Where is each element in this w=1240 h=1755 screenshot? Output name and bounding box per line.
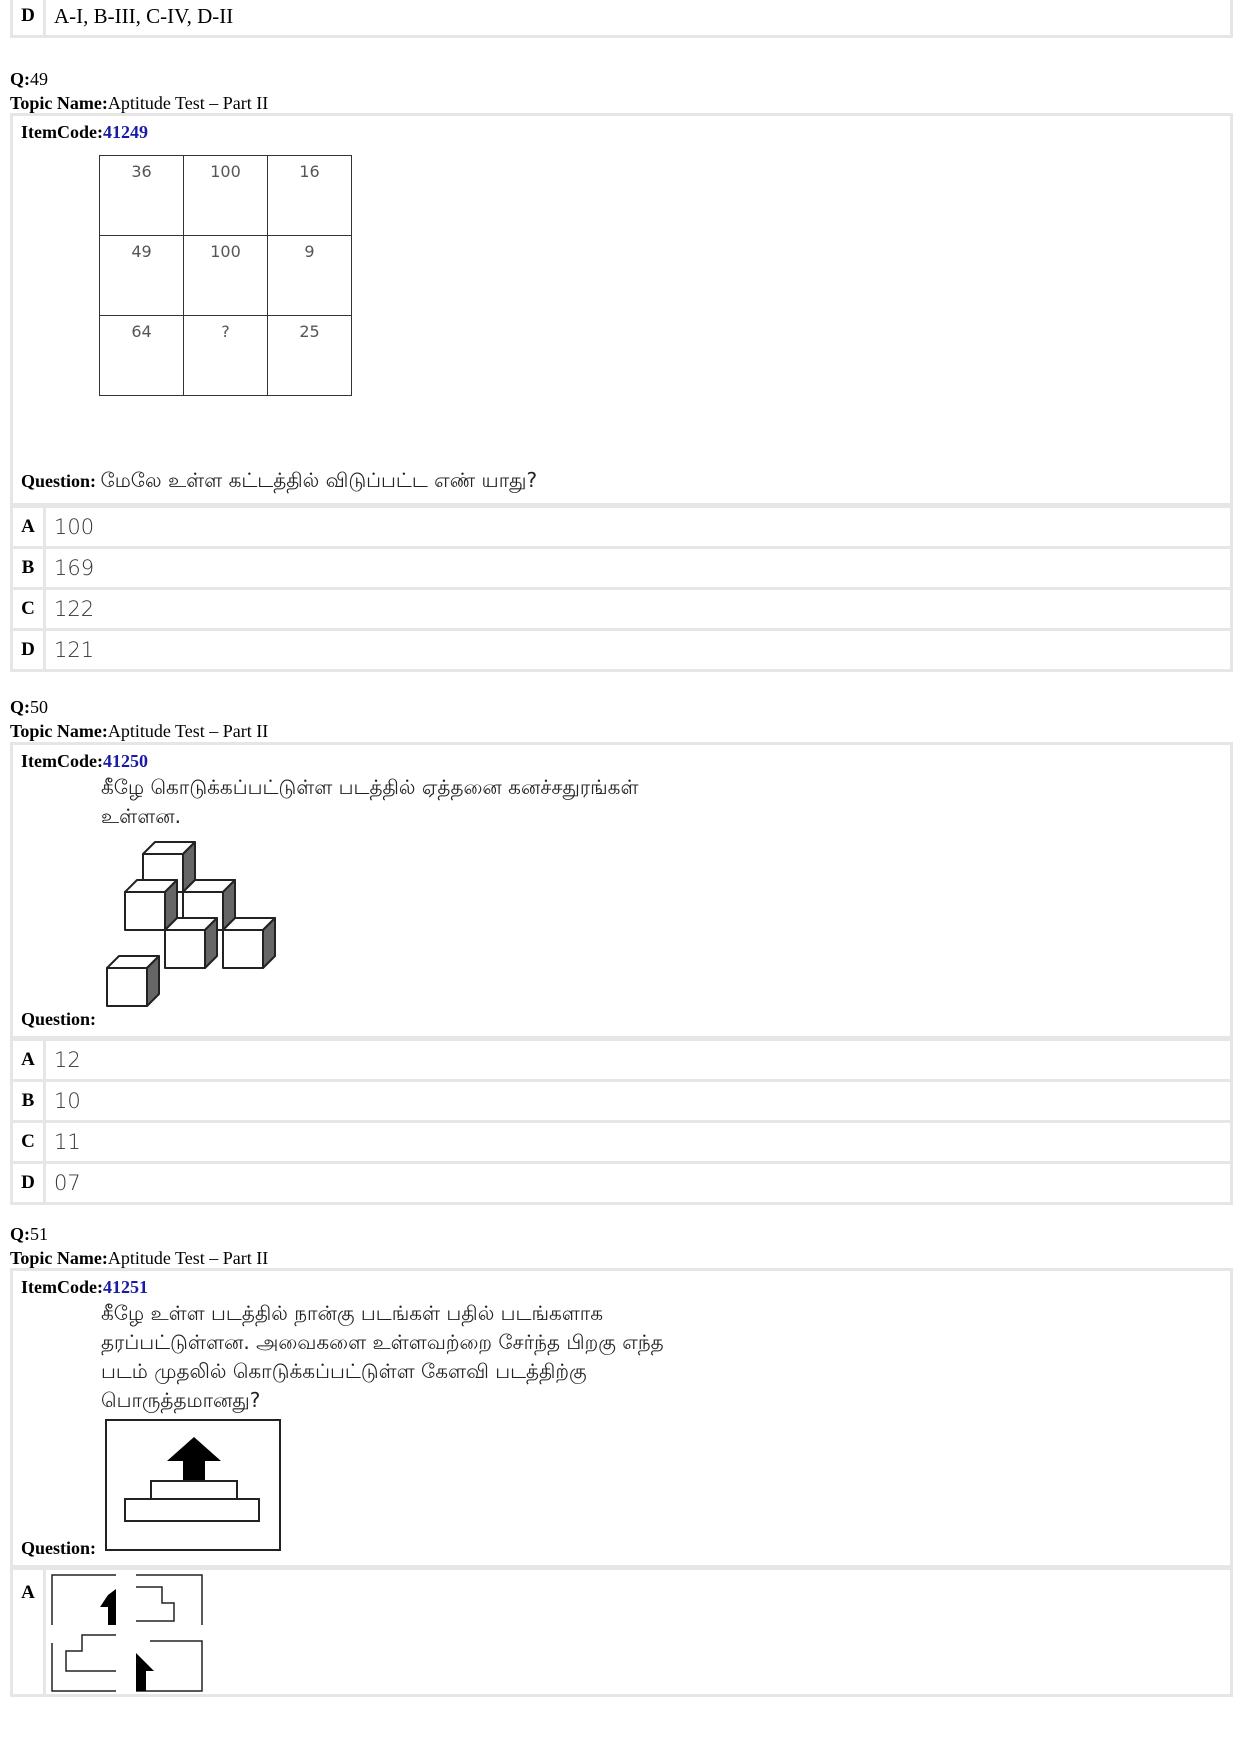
option-value: 12 xyxy=(46,1041,1230,1079)
option-key: C xyxy=(13,590,43,628)
grid-cell: 100 xyxy=(184,236,268,316)
grid-cell: 16 xyxy=(268,156,352,236)
q-label: Q: xyxy=(10,69,30,89)
option-row[interactable] xyxy=(13,0,1230,35)
item-code: ItemCode:41249 xyxy=(21,122,148,142)
grid-cell: 100 xyxy=(184,156,268,236)
option-key: A xyxy=(13,1570,43,1694)
grid-cell: 25 xyxy=(268,316,352,396)
q-number: 49 xyxy=(30,69,48,89)
grid-cell: 64 xyxy=(100,316,184,396)
previous-question-options xyxy=(10,0,1233,38)
option-value: 11 xyxy=(46,1123,1230,1161)
option-row[interactable] xyxy=(13,1041,1230,1079)
options-table xyxy=(10,1038,1233,1205)
topic-label: Topic Name: xyxy=(10,93,108,113)
option-value: A-I, B-III, C-IV, D-II xyxy=(46,0,1230,35)
question-header xyxy=(10,695,268,743)
question-card xyxy=(10,113,1233,506)
question-card xyxy=(10,1268,1233,1568)
question-header xyxy=(10,67,268,115)
option-value: 100 xyxy=(46,508,1230,546)
q-number: 51 xyxy=(30,1224,48,1244)
option-key: D xyxy=(13,1164,43,1202)
option-row[interactable] xyxy=(13,549,1230,587)
question-prompt xyxy=(101,1299,664,1415)
number-grid xyxy=(99,155,352,396)
prompt-line: படம் முதலில் கொடுக்கப்பட்டுள்ள கேளவி படத்திற்கு xyxy=(101,1359,587,1383)
option-row[interactable] xyxy=(13,631,1230,669)
topic-label: Topic Name: xyxy=(10,1248,108,1268)
question-card xyxy=(10,742,1233,1039)
option-value: 07 xyxy=(46,1164,1230,1202)
option-row[interactable] xyxy=(13,1123,1230,1161)
grid-cell: 9 xyxy=(268,236,352,316)
prompt-line: கீழே உள்ள படத்தில் நான்கு படங்கள் பதில் படங்களாக xyxy=(101,1301,604,1325)
cube-stack-figure xyxy=(103,836,303,1026)
prompt-line: பொருத்தமானது? xyxy=(101,1388,261,1412)
item-code: ItemCode:41250 xyxy=(21,751,148,771)
question-label: Question: xyxy=(21,1009,97,1029)
option-key: C xyxy=(13,1123,43,1161)
q-label: Q: xyxy=(10,1224,30,1244)
options-table xyxy=(10,1567,1233,1697)
question-figure xyxy=(105,1419,281,1551)
option-value xyxy=(46,1570,1230,1694)
topic-name: Aptitude Test – Part II xyxy=(107,1248,269,1268)
prompt-line: கீழே கொடுக்கப்பட்டுள்ள படத்தில் ஏத்தனை கனச்சதுரங்கள் xyxy=(101,775,639,799)
topic-label: Topic Name: xyxy=(10,721,108,741)
option-row[interactable] xyxy=(13,1082,1230,1120)
prompt-line: தரப்பட்டுள்ளன. அவைகளை உள்ளவற்றை சேர்ந்த பிறகு எந்த xyxy=(101,1330,664,1354)
option-key: B xyxy=(13,1082,43,1120)
option-value: 121 xyxy=(46,631,1230,669)
arrow-piece-icon xyxy=(136,1653,154,1691)
option-row[interactable] xyxy=(13,1164,1230,1202)
question-text: மேலே உள்ள கட்டத்தில் விடுப்பட்ட எண் யாது? xyxy=(100,468,538,492)
arrow-piece-icon xyxy=(100,1589,116,1625)
topic-name: Aptitude Test – Part II xyxy=(107,721,269,741)
option-row[interactable] xyxy=(13,590,1230,628)
question-label: Question: xyxy=(21,1538,97,1558)
option-value: 169 xyxy=(46,549,1230,587)
option-a-figure xyxy=(50,1573,210,1693)
prompt-line: உள்ளன. xyxy=(101,804,181,828)
q-label: Q: xyxy=(10,697,30,717)
option-key: A xyxy=(13,508,43,546)
options-table xyxy=(10,505,1233,672)
grid-cell: ? xyxy=(184,316,268,396)
option-key: A xyxy=(13,1041,43,1079)
question-header xyxy=(10,1222,268,1270)
option-key: B xyxy=(13,549,43,587)
question-prompt xyxy=(101,773,639,831)
item-code: ItemCode:41251 xyxy=(21,1277,148,1297)
question-label: Question: xyxy=(21,471,97,491)
option-key: D xyxy=(13,0,43,35)
option-row[interactable] xyxy=(13,508,1230,546)
option-value: 122 xyxy=(46,590,1230,628)
q-number: 50 xyxy=(30,697,48,717)
question-label-row xyxy=(21,468,537,495)
option-value: 10 xyxy=(46,1082,1230,1120)
topic-name: Aptitude Test – Part II xyxy=(107,93,269,113)
grid-cell: 49 xyxy=(100,236,184,316)
option-key: D xyxy=(13,631,43,669)
grid-cell: 36 xyxy=(100,156,184,236)
